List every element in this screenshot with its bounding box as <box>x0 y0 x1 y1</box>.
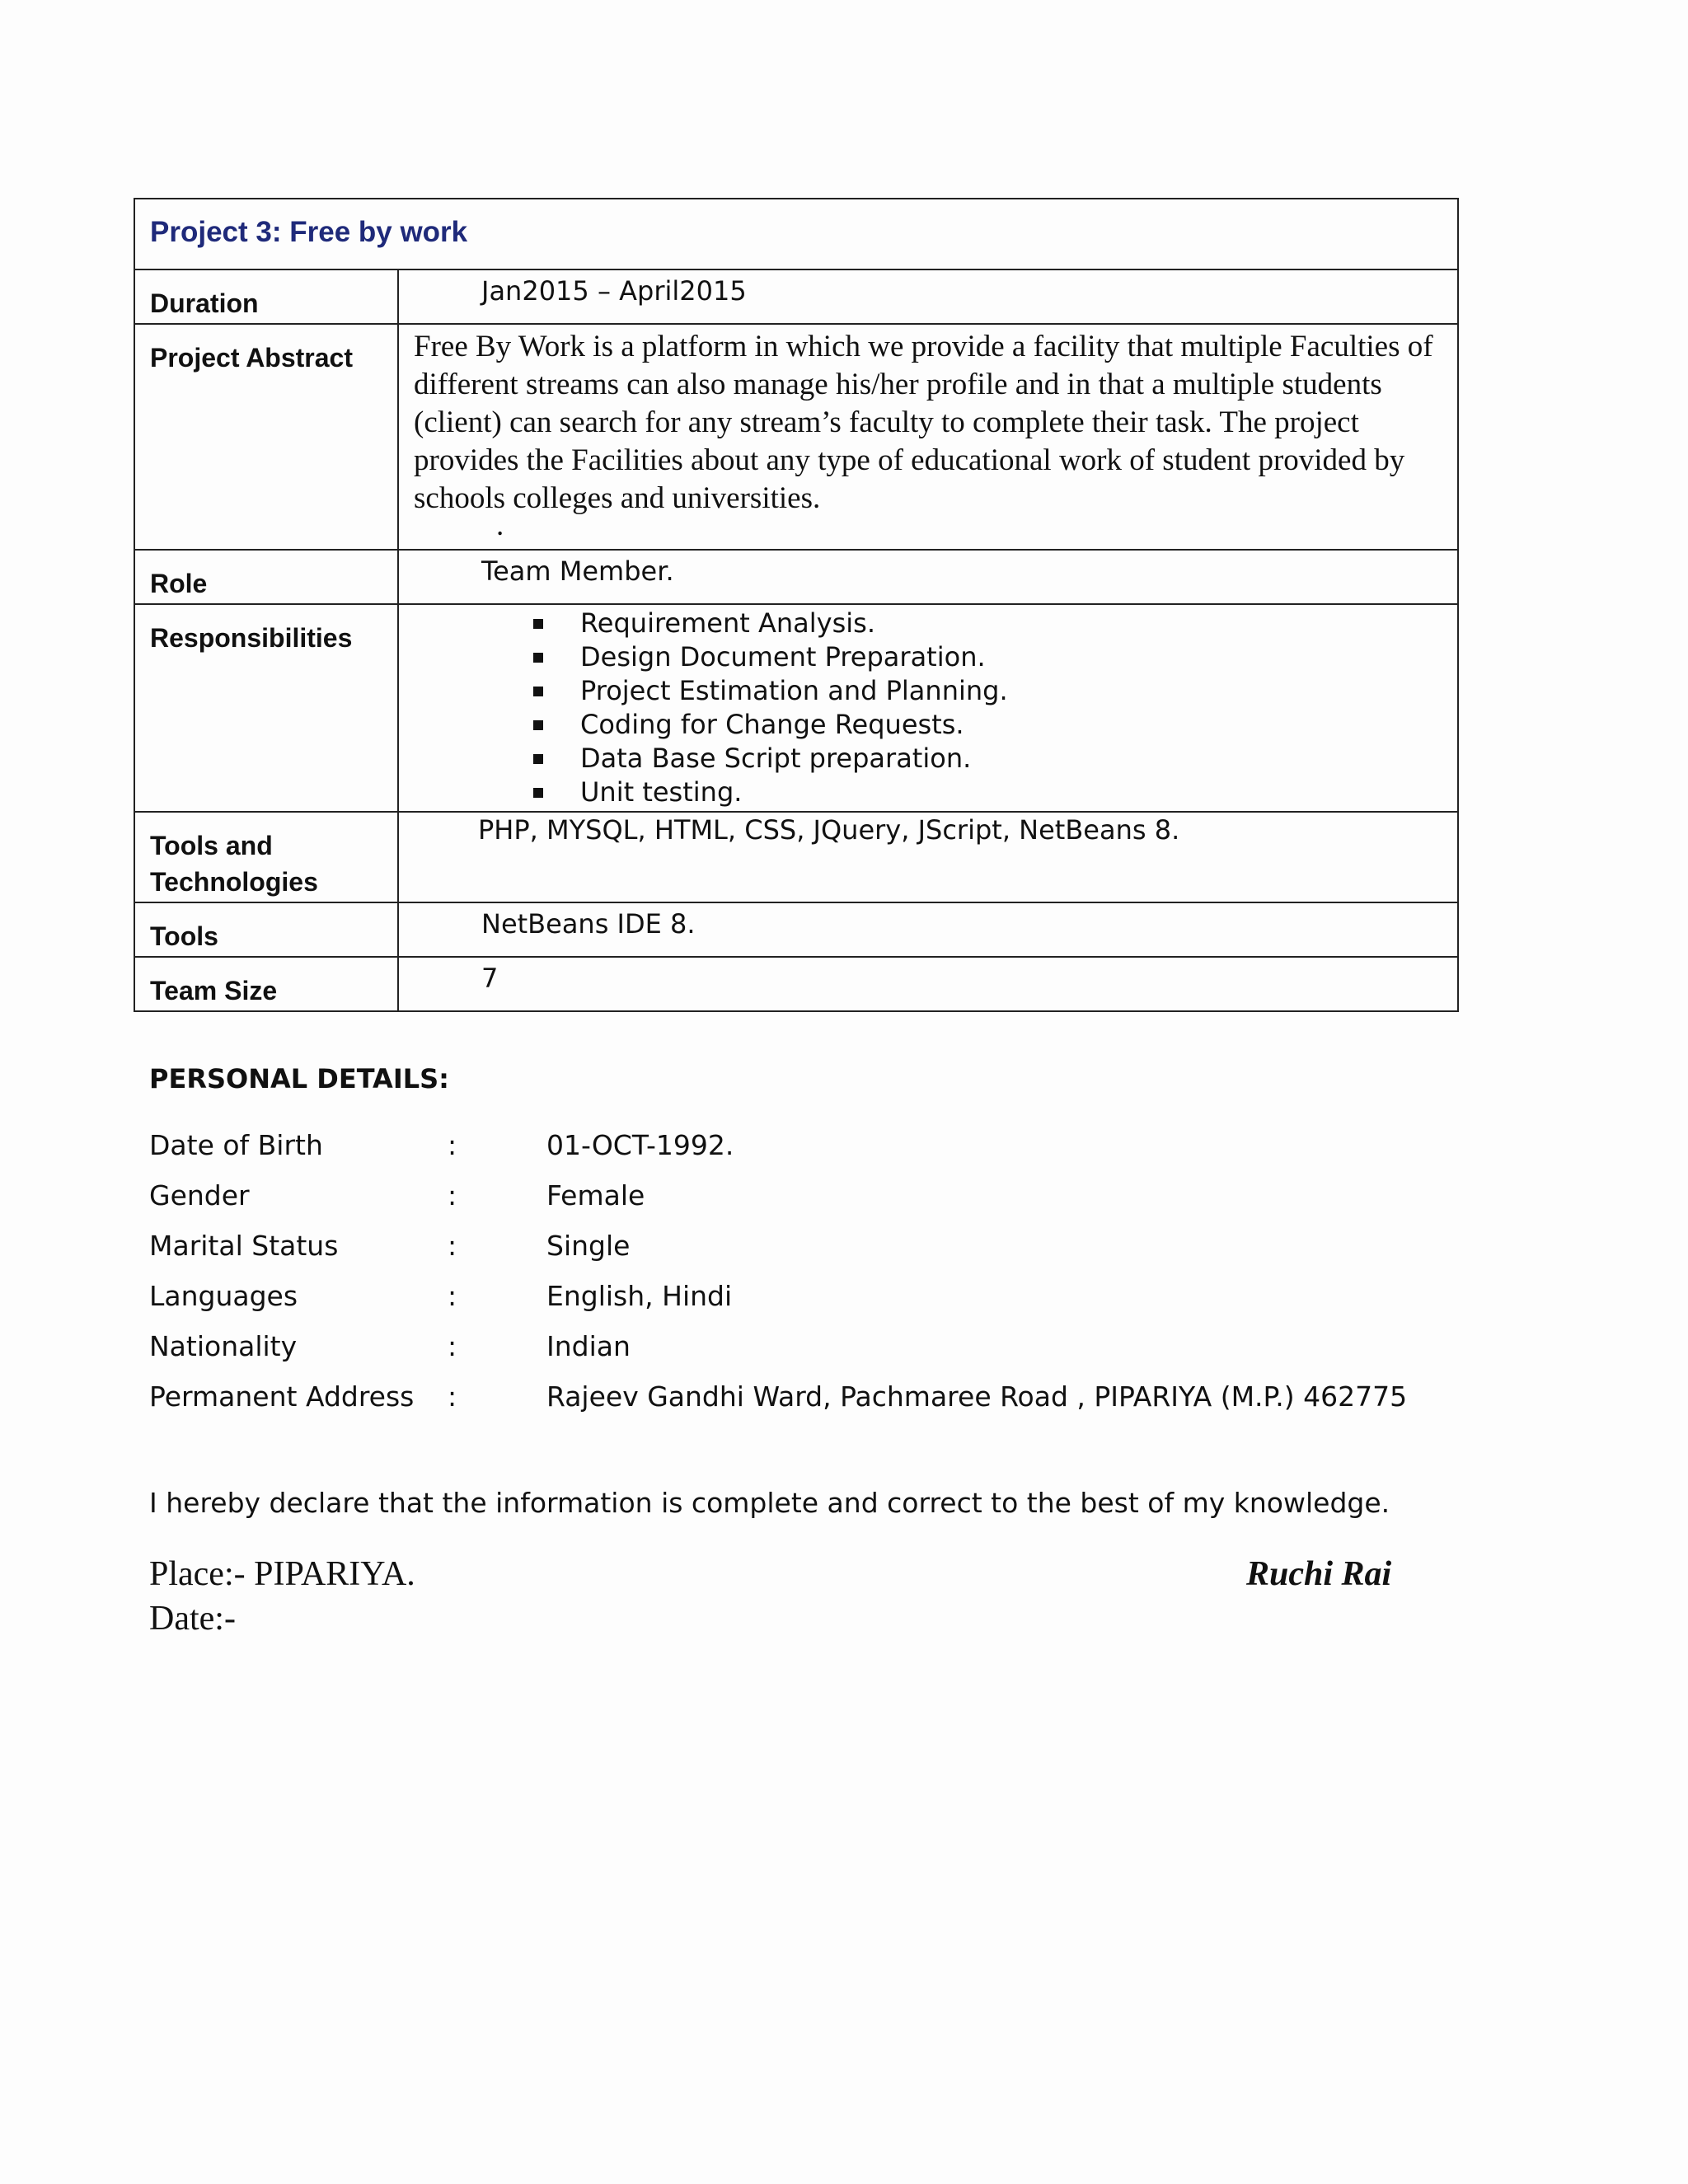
detail-value: Rajeev Gandhi Ward, Pachmaree Road , PIPARIYA (M.P.) 462775 <box>546 1380 1408 1413</box>
detail-separator: : <box>448 1129 457 1161</box>
detail-key: Languages <box>149 1280 298 1312</box>
project-title: Project 3: Free by work <box>134 199 1458 269</box>
role-label: Role <box>134 550 398 604</box>
detail-separator: : <box>448 1280 457 1312</box>
tools-technologies-value: PHP, MYSQL, HTML, CSS, JQuery, JScript, NetBeans 8. <box>398 812 1458 902</box>
project-table <box>134 198 1459 1012</box>
team-size-label: Team Size <box>134 957 398 1011</box>
detail-separator: : <box>448 1380 457 1413</box>
project-title-row <box>134 199 1458 269</box>
detail-separator: : <box>448 1179 457 1212</box>
detail-value: Single <box>546 1230 631 1262</box>
tools-value: NetBeans IDE 8. <box>398 902 1458 957</box>
tools-technologies-label-line2: Technologies <box>150 867 318 897</box>
abstract-row <box>134 324 1458 550</box>
role-row <box>134 550 1458 604</box>
duration-row <box>134 269 1458 324</box>
responsibilities-row <box>134 604 1458 812</box>
signature-name: Ruchi Rai <box>1246 1555 1392 1593</box>
list-item: Requirement Analysis. <box>580 607 1457 640</box>
detail-key: Marital Status <box>149 1230 339 1262</box>
abstract-cell <box>398 324 1458 550</box>
responsibilities-cell <box>398 604 1458 812</box>
detail-key: Nationality <box>149 1330 298 1362</box>
detail-key: Permanent Address <box>149 1380 415 1413</box>
place-line: Place:- PIPARIYA. <box>149 1555 415 1593</box>
detail-separator: : <box>448 1330 457 1362</box>
list-item: Coding for Change Requests. <box>580 708 1457 742</box>
team-size-value: 7 <box>398 957 1458 1011</box>
responsibilities-label: Responsibilities <box>134 604 398 812</box>
list-item: Design Document Preparation. <box>580 640 1457 674</box>
detail-separator: : <box>448 1230 457 1262</box>
tools-technologies-label-line1: Tools and <box>150 831 273 860</box>
tools-technologies-row <box>134 812 1458 902</box>
detail-value: English, Hindi <box>546 1280 733 1312</box>
tools-technologies-label <box>134 812 398 902</box>
list-item: Data Base Script preparation. <box>580 742 1457 776</box>
list-item: Project Estimation and Planning. <box>580 674 1457 708</box>
date-line: Date:- <box>149 1600 236 1638</box>
abstract-trailing-dot: . <box>496 509 504 542</box>
duration-label: Duration <box>134 269 398 324</box>
team-size-row <box>134 957 1458 1011</box>
detail-value: Indian <box>546 1330 631 1362</box>
duration-value: Jan2015 – April2015 <box>398 269 1458 324</box>
detail-key: Gender <box>149 1179 250 1212</box>
detail-value: Female <box>546 1179 645 1212</box>
detail-value: 01-OCT-1992. <box>546 1129 734 1161</box>
abstract-label: Project Abstract <box>134 324 398 550</box>
list-item: Unit testing. <box>580 776 1457 809</box>
personal-details-heading: PERSONAL DETAILS: <box>149 1063 449 1094</box>
declaration-text: I hereby declare that the information is complete and correct to the best of my knowledge. <box>149 1487 1390 1519</box>
role-value: Team Member. <box>398 550 1458 604</box>
tools-row <box>134 902 1458 957</box>
responsibilities-list <box>399 605 1457 809</box>
detail-key: Date of Birth <box>149 1129 323 1161</box>
abstract-text: Free By Work is a platform in which we provide a facility that multiple Faculties of different streams can also manage his/her profile and in that a multiple students (client) can search for any stream’s faculty to complete their task. The project provides the Facilities about any type of educational work of student provided by schools colleges and universities. <box>414 330 1433 515</box>
tools-label: Tools <box>134 902 398 957</box>
